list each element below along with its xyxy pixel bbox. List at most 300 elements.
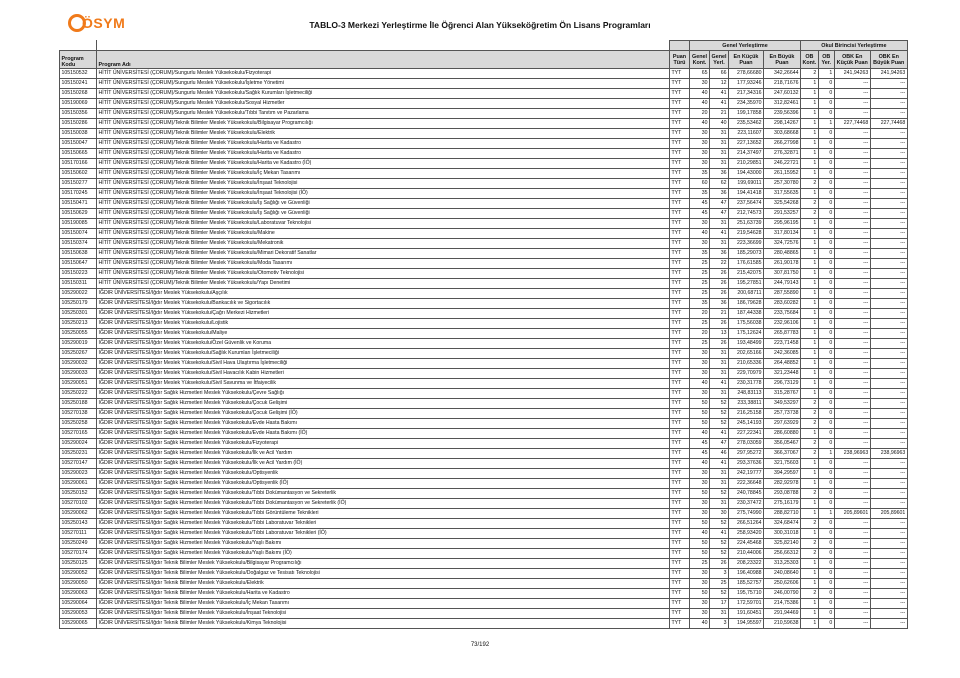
cell-en-buyuk: 242,36085 (763, 349, 800, 359)
cell-obk-kucuk: --- (834, 389, 870, 399)
cell-genel-yerl: 47 (710, 199, 729, 209)
cell-ob-yerl: 0 (818, 99, 834, 109)
cell-genel-kont: 30 (690, 139, 710, 149)
cell-adi: IĞDIR ÜNİVERSİTESİ/Iğdır Sağlık Hizmetleri Meslek Yüksekokulu/Tıbbi Dokümantasyon ve Sekreterlik (97, 489, 670, 499)
cell-en-kucuk: 224,45468 (728, 539, 763, 549)
cell-genel-kont: 30 (690, 609, 710, 619)
table-row (60, 509, 908, 519)
cell-ob-kont: 1 (800, 369, 818, 379)
cell-ob-yerl: 0 (818, 179, 834, 189)
cell-obk-kucuk: --- (834, 259, 870, 269)
cell-puan-turu: TYT (670, 369, 690, 379)
cell-ob-yerl: 0 (818, 279, 834, 289)
cell-genel-yerl: 41 (710, 429, 729, 439)
table-row (60, 109, 908, 119)
cell-ob-kont: 1 (800, 109, 818, 119)
cell-en-buyuk: 276,32871 (763, 149, 800, 159)
cell-puan-turu: TYT (670, 469, 690, 479)
cell-genel-yerl: 31 (710, 479, 729, 489)
cell-en-buyuk: 266,27998 (763, 139, 800, 149)
cell-en-buyuk: 321,75603 (763, 459, 800, 469)
table-row (60, 309, 908, 319)
cell-genel-kont: 30 (690, 479, 710, 489)
cell-genel-yerl: 30 (710, 509, 729, 519)
cell-genel-yerl: 31 (710, 499, 729, 509)
cell-en-buyuk: 303,68668 (763, 129, 800, 139)
cell-obk-kucuk: --- (834, 269, 870, 279)
cell-genel-yerl: 36 (710, 169, 729, 179)
cell-ob-yerl: 1 (818, 119, 834, 129)
cell-obk-kucuk: --- (834, 589, 870, 599)
cell-adi: IĞDIR ÜNİVERSİTESİ/Iğdır Sağlık Hizmetleri Meslek Yüksekokulu/Yaşlı Bakımı (97, 539, 670, 549)
cell-adi: IĞDIR ÜNİVERSİTESİ/Iğdır Teknik Bilimler Meslek Yüksekokulu/Elektrik (97, 579, 670, 589)
cell-obk-buyuk: --- (870, 89, 907, 99)
cell-adi: IĞDIR ÜNİVERSİTESİ/Iğdır Sağlık Hizmetleri Meslek Yüksekokulu/Yaşlı Bakımı (İÖ) (97, 549, 670, 559)
cell-obk-buyuk: --- (870, 239, 907, 249)
cell-adi: IĞDIR ÜNİVERSİTESİ/Iğdır Meslek Yüksekokulu/Sivil Hava Ulaştırma İşletmeciliği (97, 359, 670, 369)
cell-kodu: 105150532 (60, 69, 97, 79)
cell-obk-buyuk: --- (870, 519, 907, 529)
cell-en-kucuk: 258,93420 (728, 529, 763, 539)
cell-puan-turu: TYT (670, 179, 690, 189)
cell-genel-kont: 40 (690, 459, 710, 469)
cell-en-buyuk: 298,14267 (763, 119, 800, 129)
cell-genel-kont: 50 (690, 519, 710, 529)
cell-kodu: 105290019 (60, 339, 97, 349)
cell-kodu: 105250258 (60, 419, 97, 429)
cell-kodu: 105270138 (60, 409, 97, 419)
cell-kodu: 105250125 (60, 559, 97, 569)
cell-ob-kont: 1 (800, 189, 818, 199)
cell-kodu: 105150374 (60, 239, 97, 249)
cell-genel-kont: 45 (690, 199, 710, 209)
table-row (60, 589, 908, 599)
cell-ob-kont: 2 (800, 419, 818, 429)
cell-genel-yerl: 26 (710, 319, 729, 329)
cell-en-kucuk: 227,22341 (728, 429, 763, 439)
cell-ob-yerl: 0 (818, 589, 834, 599)
cell-en-buyuk: 321,23448 (763, 369, 800, 379)
hdr-obk-buyuk: OBK En Büyük Puan (870, 51, 907, 69)
cell-obk-kucuk: --- (834, 79, 870, 89)
cell-obk-buyuk: --- (870, 329, 907, 339)
cell-adi: HİTİT ÜNİVERSİTESİ (ÇORUM)/Teknik Bilimler Meslek Yüksekokulu/Makine (97, 229, 670, 239)
cell-obk-kucuk: 238,96963 (834, 449, 870, 459)
table-row (60, 369, 908, 379)
cell-puan-turu: TYT (670, 329, 690, 339)
table-row (60, 289, 908, 299)
table-row (60, 459, 908, 469)
table-row (60, 229, 908, 239)
cell-genel-yerl: 46 (710, 449, 729, 459)
cell-ob-yerl: 0 (818, 229, 834, 239)
cell-obk-buyuk: --- (870, 379, 907, 389)
cell-obk-buyuk: --- (870, 149, 907, 159)
cell-ob-yerl: 0 (818, 259, 834, 269)
cell-obk-kucuk: --- (834, 499, 870, 509)
cell-obk-buyuk: --- (870, 269, 907, 279)
cell-kodu: 105250152 (60, 489, 97, 499)
cell-obk-buyuk: 238,96963 (870, 449, 907, 459)
cell-obk-buyuk: --- (870, 609, 907, 619)
cell-genel-yerl: 31 (710, 159, 729, 169)
cell-kodu: 105150602 (60, 169, 97, 179)
cell-puan-turu: TYT (670, 149, 690, 159)
cell-genel-kont: 40 (690, 99, 710, 109)
cell-kodu: 105150241 (60, 79, 97, 89)
cell-kodu: 105150277 (60, 179, 97, 189)
cell-genel-yerl: 52 (710, 399, 729, 409)
cell-adi: IĞDIR ÜNİVERSİTESİ/Iğdır Sağlık Hizmetleri Meslek Yüksekokulu/Tıbbi Laboratuvar Teknikleri (97, 519, 670, 529)
table-row (60, 179, 908, 189)
cell-puan-turu: TYT (670, 159, 690, 169)
cell-puan-turu: TYT (670, 459, 690, 469)
table-row (60, 379, 908, 389)
cell-en-buyuk: 313,25303 (763, 559, 800, 569)
cell-en-kucuk: 248,83113 (728, 389, 763, 399)
cell-kodu: 105270147 (60, 459, 97, 469)
cell-kodu: 105150629 (60, 209, 97, 219)
cell-genel-kont: 50 (690, 409, 710, 419)
cell-kodu: 105150268 (60, 89, 97, 99)
cell-adi: IĞDIR ÜNİVERSİTESİ/Iğdır Meslek Yüksekokulu/Sağlık Kurumları İşletmeciliği (97, 349, 670, 359)
cell-genel-kont: 30 (690, 569, 710, 579)
cell-en-buyuk: 288,82710 (763, 509, 800, 519)
cell-obk-kucuk: --- (834, 219, 870, 229)
cell-kodu: 105190069 (60, 99, 97, 109)
cell-obk-kucuk: --- (834, 179, 870, 189)
cell-obk-kucuk: --- (834, 609, 870, 619)
cell-kodu: 105290022 (60, 289, 97, 299)
cell-kodu: 105270111 (60, 529, 97, 539)
cell-obk-buyuk: --- (870, 499, 907, 509)
cell-kodu: 105250055 (60, 329, 97, 339)
cell-en-buyuk: 296,73129 (763, 379, 800, 389)
cell-en-buyuk: 295,96195 (763, 219, 800, 229)
cell-obk-buyuk: --- (870, 429, 907, 439)
cell-obk-kucuk: --- (834, 379, 870, 389)
cell-obk-buyuk: --- (870, 549, 907, 559)
cell-genel-yerl: 40 (710, 119, 729, 129)
cell-obk-kucuk: --- (834, 549, 870, 559)
cell-kodu: 105190085 (60, 219, 97, 229)
cell-genel-yerl: 31 (710, 239, 729, 249)
table-row (60, 209, 908, 219)
cell-ob-kont: 1 (800, 359, 818, 369)
cell-adi: IĞDIR ÜNİVERSİTESİ/Iğdır Meslek Yüksekokulu/Özel Güvenlik ve Koruma (97, 339, 670, 349)
table-row (60, 429, 908, 439)
cell-genel-kont: 30 (690, 239, 710, 249)
table-row (60, 259, 908, 269)
cell-puan-turu: TYT (670, 419, 690, 429)
cell-adi: HİTİT ÜNİVERSİTESİ (ÇORUM)/Teknik Bilimler Meslek Yüksekokulu/Yapı Denetimi (97, 279, 670, 289)
cell-genel-yerl: 52 (710, 409, 729, 419)
table-row (60, 409, 908, 419)
cell-en-kucuk: 235,53462 (728, 119, 763, 129)
cell-obk-buyuk: --- (870, 79, 907, 89)
cell-obk-kucuk: --- (834, 139, 870, 149)
cell-puan-turu: TYT (670, 89, 690, 99)
cell-en-kucuk: 245,14193 (728, 419, 763, 429)
cell-ob-kont: 1 (800, 149, 818, 159)
cell-genel-kont: 25 (690, 269, 710, 279)
cell-obk-buyuk: --- (870, 569, 907, 579)
cell-ob-kont: 1 (800, 429, 818, 439)
cell-ob-yerl: 0 (818, 419, 834, 429)
cell-obk-kucuk: --- (834, 319, 870, 329)
cell-ob-kont: 1 (800, 559, 818, 569)
cell-puan-turu: TYT (670, 259, 690, 269)
cell-genel-yerl: 31 (710, 609, 729, 619)
cell-obk-buyuk: --- (870, 229, 907, 239)
cell-obk-kucuk: --- (834, 159, 870, 169)
hdr-ob-yerl: OB Yer. (818, 51, 834, 69)
cell-en-kucuk: 175,56038 (728, 319, 763, 329)
cell-genel-yerl: 22 (710, 259, 729, 269)
cell-kodu: 105150074 (60, 229, 97, 239)
cell-kodu: 105170166 (60, 159, 97, 169)
cell-genel-kont: 25 (690, 279, 710, 289)
cell-ob-yerl: 0 (818, 89, 834, 99)
cell-ob-yerl: 0 (818, 219, 834, 229)
cell-adi: HİTİT ÜNİVERSİTESİ (ÇORUM)/Sungurlu Meslek Yüksekokulu/Sağlık Kurumları İşletmeciliği (97, 89, 670, 99)
cell-adi: IĞDIR ÜNİVERSİTESİ/Iğdır Teknik Bilimler Meslek Yüksekokulu/Doğalgaz ve Tesisatı Teknolojisi (97, 569, 670, 579)
cell-puan-turu: TYT (670, 289, 690, 299)
cell-en-kucuk: 223,36699 (728, 239, 763, 249)
cell-kodu: 105290050 (60, 579, 97, 589)
cell-genel-kont: 25 (690, 259, 710, 269)
cell-ob-kont: 1 (800, 569, 818, 579)
cell-ob-yerl: 0 (818, 129, 834, 139)
cell-kodu: 105150647 (60, 259, 97, 269)
cell-en-buyuk: 317,55635 (763, 189, 800, 199)
cell-en-kucuk: 185,52757 (728, 579, 763, 589)
cell-ob-kont: 1 (800, 139, 818, 149)
cell-puan-turu: TYT (670, 429, 690, 439)
cell-en-buyuk: 240,08640 (763, 569, 800, 579)
cell-en-kucuk: 233,38811 (728, 399, 763, 409)
cell-genel-kont: 40 (690, 619, 710, 629)
cell-obk-buyuk: --- (870, 169, 907, 179)
cell-puan-turu: TYT (670, 239, 690, 249)
cell-genel-yerl: 31 (710, 129, 729, 139)
cell-en-buyuk: 291,94469 (763, 609, 800, 619)
cell-genel-kont: 40 (690, 229, 710, 239)
cell-adi: IĞDIR ÜNİVERSİTESİ/Iğdır Sağlık Hizmetleri Meslek Yüksekokulu/Optisyenlik (İÖ) (97, 479, 670, 489)
cell-en-kucuk: 199,17858 (728, 109, 763, 119)
table-row (60, 439, 908, 449)
table-row (60, 99, 908, 109)
cell-genel-kont: 30 (690, 349, 710, 359)
cell-adi: HİTİT ÜNİVERSİTESİ (ÇORUM)/Teknik Bilimler Meslek Yüksekokulu/Harita ve Kadastro (97, 139, 670, 149)
table-row (60, 389, 908, 399)
table-row (60, 599, 908, 609)
cell-adi: IĞDIR ÜNİVERSİTESİ/Iğdır Teknik Bilimler Meslek Yüksekokulu/Harita ve Kadastro (97, 589, 670, 599)
cell-ob-yerl: 0 (818, 249, 834, 259)
cell-en-buyuk: 300,31018 (763, 529, 800, 539)
cell-en-kucuk: 240,78845 (728, 489, 763, 499)
table-row (60, 579, 908, 589)
cell-puan-turu: TYT (670, 229, 690, 239)
cell-ob-kont: 2 (800, 549, 818, 559)
cell-kodu: 105150223 (60, 269, 97, 279)
cell-kodu: 105290023 (60, 469, 97, 479)
table-row (60, 519, 908, 529)
cell-ob-yerl: 0 (818, 369, 834, 379)
cell-ob-yerl: 0 (818, 79, 834, 89)
cell-en-buyuk: 349,53297 (763, 399, 800, 409)
cell-ob-yerl: 0 (818, 389, 834, 399)
table-row (60, 419, 908, 429)
cell-ob-kont: 1 (800, 619, 818, 629)
cell-adi: IĞDIR ÜNİVERSİTESİ/Iğdır Teknik Bilimler Meslek Yüksekokulu/Kimya Teknolojisi (97, 619, 670, 629)
cell-puan-turu: TYT (670, 479, 690, 489)
cell-obk-buyuk: --- (870, 459, 907, 469)
table-row (60, 449, 908, 459)
cell-obk-kucuk: --- (834, 349, 870, 359)
cell-ob-yerl: 0 (818, 529, 834, 539)
cell-en-kucuk: 266,51264 (728, 519, 763, 529)
page-number: 73/192 (470, 642, 490, 648)
hdr-puan-turu: Puan Türü (670, 51, 690, 69)
cell-kodu: 105250143 (60, 519, 97, 529)
cell-genel-yerl: 41 (710, 99, 729, 109)
cell-en-buyuk: 366,37067 (763, 449, 800, 459)
cell-obk-kucuk: --- (834, 559, 870, 569)
cell-puan-turu: TYT (670, 279, 690, 289)
cell-ob-kont: 1 (800, 479, 818, 489)
cell-ob-kont: 1 (800, 239, 818, 249)
cell-obk-buyuk: --- (870, 439, 907, 449)
cell-genel-kont: 30 (690, 499, 710, 509)
cell-en-kucuk: 175,12624 (728, 329, 763, 339)
cell-ob-yerl: 0 (818, 169, 834, 179)
cell-obk-buyuk: --- (870, 129, 907, 139)
cell-obk-buyuk: --- (870, 209, 907, 219)
cell-adi: IĞDIR ÜNİVERSİTESİ/Iğdır Meslek Yüksekokulu/Çağrı Merkezi Hizmetleri (97, 309, 670, 319)
table-row (60, 339, 908, 349)
cell-genel-yerl: 31 (710, 349, 729, 359)
cell-ob-kont: 2 (800, 399, 818, 409)
cell-genel-kont: 20 (690, 109, 710, 119)
cell-kodu: 105290024 (60, 439, 97, 449)
cell-ob-kont: 1 (800, 99, 818, 109)
cell-obk-buyuk: --- (870, 539, 907, 549)
cell-genel-kont: 25 (690, 289, 710, 299)
cell-kodu: 105150638 (60, 249, 97, 259)
cell-kodu: 105290032 (60, 359, 97, 369)
cell-adi: IĞDIR ÜNİVERSİTESİ/Iğdır Sağlık Hizmetleri Meslek Yüksekokulu/Çevre Sağlığı (97, 389, 670, 399)
cell-ob-kont: 2 (800, 199, 818, 209)
cell-obk-kucuk: --- (834, 339, 870, 349)
cell-obk-buyuk: --- (870, 409, 907, 419)
cell-kodu: 105290053 (60, 609, 97, 619)
cell-adi: HİTİT ÜNİVERSİTESİ (ÇORUM)/Teknik Bilimler Meslek Yüksekokulu/İnşaat Teknolojisi (İÖ) (97, 189, 670, 199)
cell-ob-yerl: 0 (818, 499, 834, 509)
cell-genel-kont: 40 (690, 119, 710, 129)
cell-ob-yerl: 0 (818, 479, 834, 489)
cell-en-buyuk: 223,71458 (763, 339, 800, 349)
cell-ob-kont: 1 (800, 289, 818, 299)
cell-en-buyuk: 315,28767 (763, 389, 800, 399)
table-row (60, 159, 908, 169)
cell-ob-kont: 1 (800, 459, 818, 469)
cell-ob-kont: 1 (800, 169, 818, 179)
cell-obk-kucuk: --- (834, 409, 870, 419)
cell-en-buyuk: 239,56396 (763, 109, 800, 119)
cell-en-kucuk: 230,37472 (728, 499, 763, 509)
cell-puan-turu: TYT (670, 209, 690, 219)
cell-ob-yerl: 0 (818, 569, 834, 579)
cell-genel-yerl: 26 (710, 339, 729, 349)
cell-en-buyuk: 265,87783 (763, 329, 800, 339)
cell-genel-kont: 50 (690, 489, 710, 499)
cell-ob-kont: 1 (800, 89, 818, 99)
cell-obk-kucuk: --- (834, 599, 870, 609)
cell-en-buyuk: 261,15952 (763, 169, 800, 179)
cell-en-kucuk: 194,41418 (728, 189, 763, 199)
cell-en-kucuk: 193,48499 (728, 339, 763, 349)
cell-genel-kont: 30 (690, 389, 710, 399)
cell-adi: HİTİT ÜNİVERSİTESİ (ÇORUM)/Teknik Bilimler Meslek Yüksekokulu/Otomotiv Teknolojisi (97, 269, 670, 279)
hdr-genel-kont: Genel Kont. (690, 51, 710, 69)
cell-ob-kont: 1 (800, 339, 818, 349)
hdr-ob-kont: OB Kont. (800, 51, 818, 69)
cell-kodu: 105250249 (60, 539, 97, 549)
cell-genel-kont: 30 (690, 469, 710, 479)
cell-adi: HİTİT ÜNİVERSİTESİ (ÇORUM)/Teknik Bilimler Meslek Yüksekokulu/İç Mekan Tasarımı (97, 169, 670, 179)
cell-adi: IĞDIR ÜNİVERSİTESİ/Iğdır Sağlık Hizmetleri Meslek Yüksekokulu/İlk ve Acil Yardım (İÖ) (97, 459, 670, 469)
cell-adi: IĞDIR ÜNİVERSİTESİ/Iğdır Sağlık Hizmetleri Meslek Yüksekokulu/Evde Hasta Bakımı (İÖ) (97, 429, 670, 439)
cell-adi: IĞDIR ÜNİVERSİTESİ/Iğdır Sağlık Hizmetleri Meslek Yüksekokulu/Optisyenlik (97, 469, 670, 479)
cell-adi: IĞDIR ÜNİVERSİTESİ/Iğdır Sağlık Hizmetleri Meslek Yüksekokulu/Tıbbi Laboratuvar Teknikleri (İÖ) (97, 529, 670, 539)
cell-puan-turu: TYT (670, 409, 690, 419)
cell-ob-yerl: 0 (818, 619, 834, 629)
cell-puan-turu: TYT (670, 379, 690, 389)
cell-obk-kucuk: --- (834, 289, 870, 299)
cell-puan-turu: TYT (670, 589, 690, 599)
cell-kodu: 105250222 (60, 389, 97, 399)
cell-obk-kucuk: --- (834, 109, 870, 119)
cell-kodu: 105150038 (60, 129, 97, 139)
table-row (60, 499, 908, 509)
cell-obk-buyuk: --- (870, 469, 907, 479)
cell-en-kucuk: 214,37497 (728, 149, 763, 159)
cell-genel-yerl: 36 (710, 299, 729, 309)
cell-en-buyuk: 256,66312 (763, 549, 800, 559)
cell-ob-yerl: 0 (818, 359, 834, 369)
cell-kodu: 105270165 (60, 429, 97, 439)
cell-genel-kont: 35 (690, 299, 710, 309)
cell-ob-kont: 2 (800, 69, 818, 79)
cell-ob-kont: 2 (800, 439, 818, 449)
cell-obk-buyuk: --- (870, 369, 907, 379)
cell-en-buyuk: 312,82461 (763, 99, 800, 109)
cell-genel-yerl: 31 (710, 359, 729, 369)
cell-adi: HİTİT ÜNİVERSİTESİ (ÇORUM)/Teknik Bilimler Meslek Yüksekokulu/İş Sağlığı ve Güvenliği (97, 199, 670, 209)
cell-adi: HİTİT ÜNİVERSİTESİ (ÇORUM)/Teknik Bilimler Meslek Yüksekokulu/Harita ve Kadastro (İÖ) (97, 159, 670, 169)
cell-en-kucuk: 216,25158 (728, 409, 763, 419)
cell-genel-yerl: 52 (710, 519, 729, 529)
cell-adi: IĞDIR ÜNİVERSİTESİ/Iğdır Sağlık Hizmetleri Meslek Yüksekokulu/Fizyoterapi (97, 439, 670, 449)
cell-genel-yerl: 36 (710, 189, 729, 199)
hdr-genel-group: Genel Yerleştirme (690, 41, 801, 51)
cell-obk-kucuk: --- (834, 519, 870, 529)
cell-obk-kucuk: --- (834, 229, 870, 239)
cell-adi: HİTİT ÜNİVERSİTESİ (ÇORUM)/Teknik Bilimler Meslek Yüksekokulu/İnşaat Teknolojisi (97, 179, 670, 189)
cell-obk-kucuk: --- (834, 419, 870, 429)
cell-obk-kucuk: --- (834, 209, 870, 219)
